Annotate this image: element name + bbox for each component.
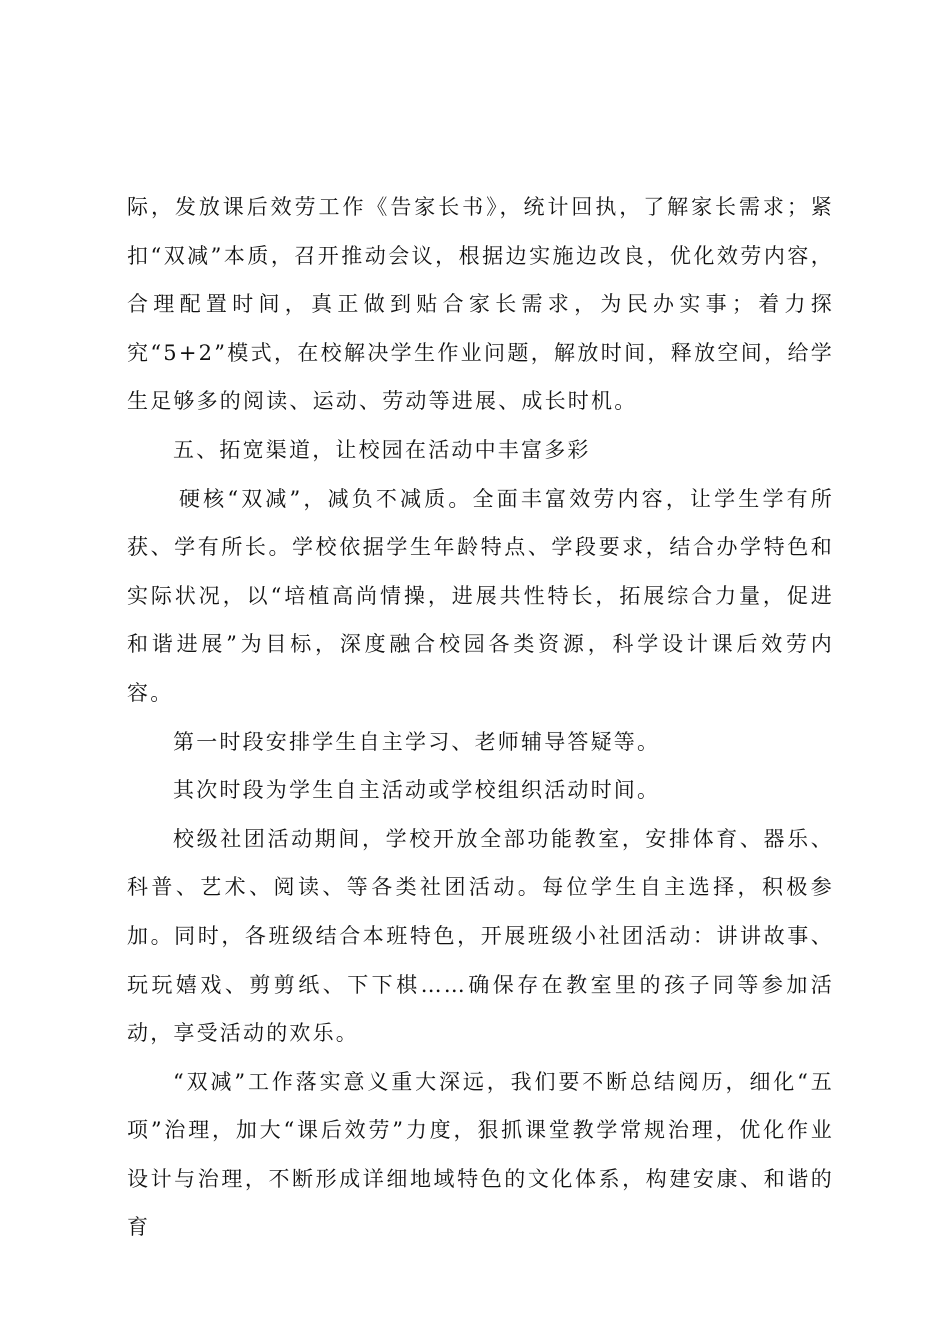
- document-body: [127, 183, 834, 1252]
- paragraph-body: 校级社团活动期间，学校开放全部功能教室，安排体育、器乐、科普、艺术、阅读、等各类社团活动。每位学生自主选择，积极参加。同时，各班级结合本班特色，开展班级小社团活动：讲讲故事、玩玩嬉戏、剪剪纸、下下棋……确保存在教室里的孩子同等参加活动，享受活动的欢乐。: [127, 826, 834, 1046]
- paragraph-continuation: 际，发放课后效劳工作《告家长书》，统计回执，了解家长需求；紧扣“双减”本质，召开推动会议，根据边实施边改良，优化效劳内容，合理配置时间，真正做到贴合家长需求，为民办实事；着力探究“5+2”模式，在校解决学生作业问题，解放时间，释放空间，给学生足够多的阅读、运动、劳动等进展、成长时机。: [127, 195, 834, 414]
- section-heading: 五、拓宽渠道，让校园在活动中丰富多彩: [173, 437, 591, 462]
- paragraph-body: 硬核“双减”，减负不减质。全面丰富效劳内容，让学生学有所获、学有所长。学校依据学生年龄特点、学段要求，结合办学特色和实际状况，以“培植高尚情操，进展共性特长，拓展综合力量，促进和谐进展”为目标，深度融合校园各类资源，科学设计课后效劳内容。: [127, 486, 834, 705]
- paragraph-body: “双减”工作落实意义重大深远，我们要不断总结阅历，细化“五项”治理，加大“课后效劳”力度，狠抓课堂教学常规治理，优化作业设计与治理，不断形成详细地域特色的文化体系，构建安康、和谐的育: [127, 1069, 834, 1240]
- paragraph-body: 第一时段安排学生自主学习、老师辅导答疑等。: [173, 729, 661, 754]
- paragraph-body: 其次时段为学生自主活动或学校组织活动时间。: [173, 778, 661, 803]
